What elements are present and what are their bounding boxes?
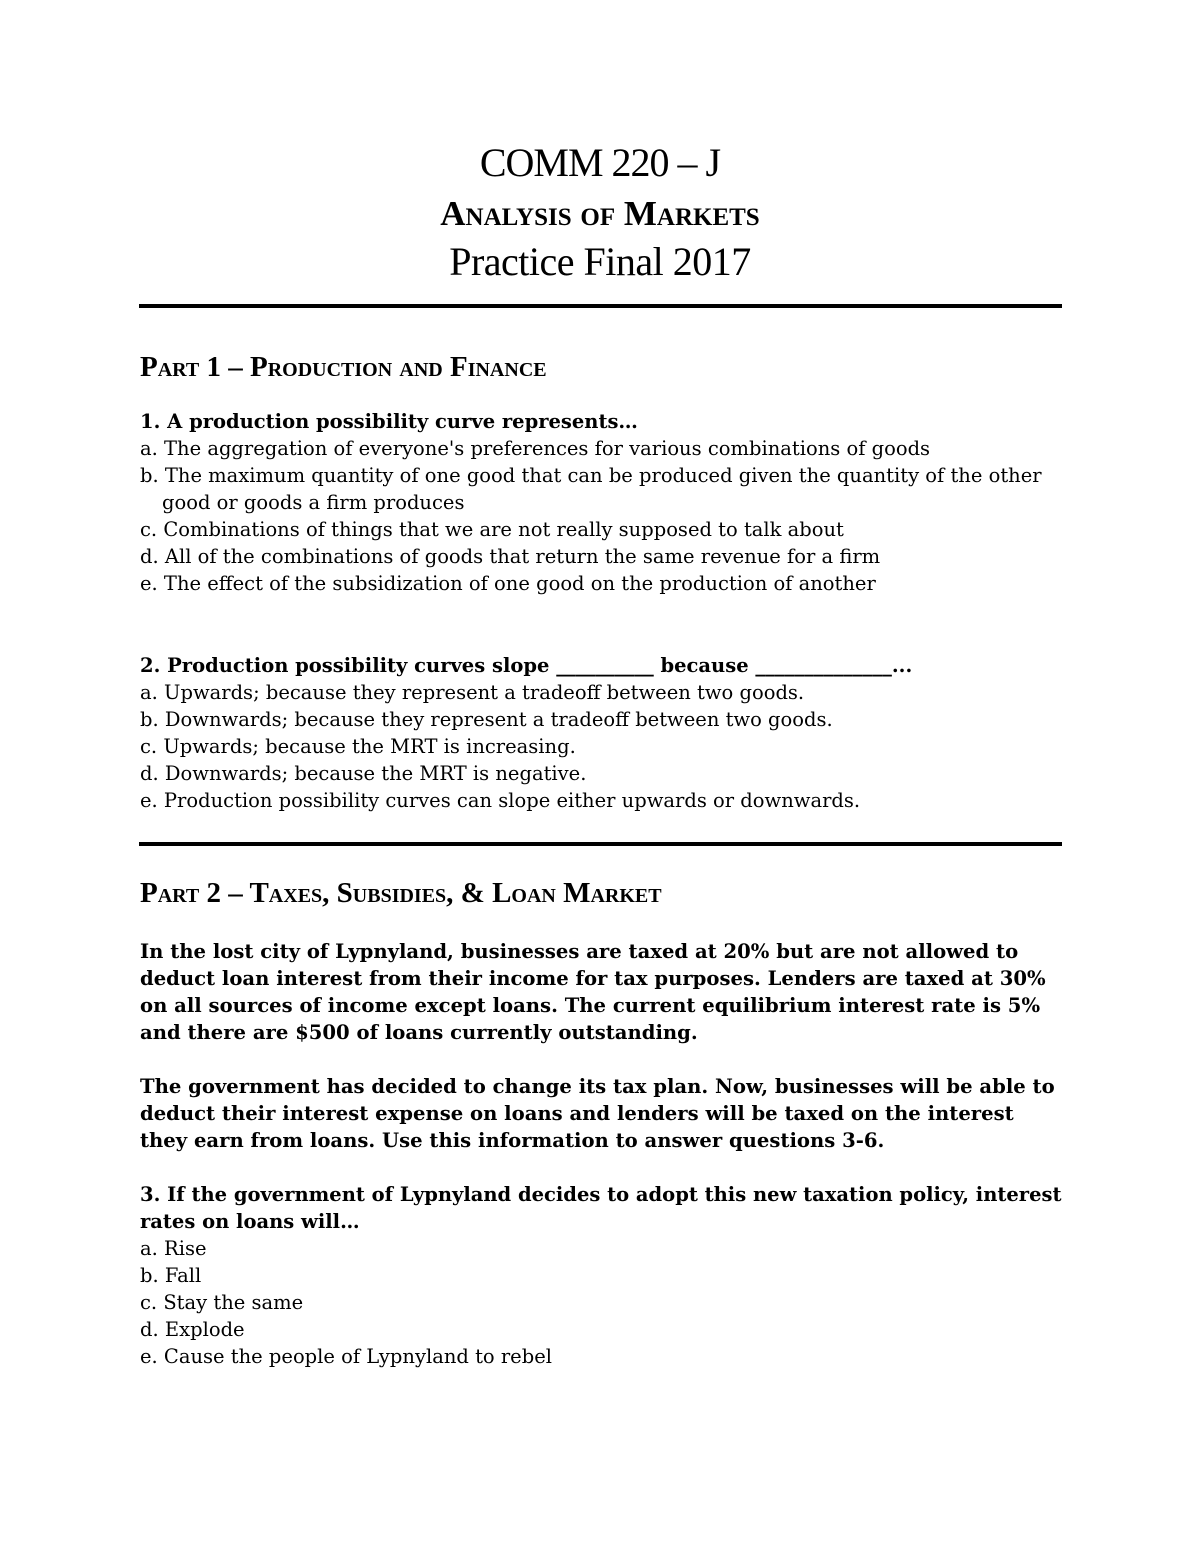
question-2-stem: 2. Production possibility curves slope __________ because ______________... <box>140 654 913 677</box>
question-2-option-a: a. Upwards; because they represent a tradeoff between two goods. <box>140 681 805 704</box>
question-1-option-d: d. All of the combinations of goods that return the same revenue for a firm <box>140 545 881 568</box>
question-1 <box>140 408 1065 597</box>
question-3-option-b: b. Fall <box>140 1264 202 1287</box>
question-2 <box>140 652 1065 814</box>
question-1-option-c: c. Combinations of things that we are not really supposed to talk about <box>140 518 844 541</box>
question-1-option-e: e. The effect of the subsidization of one good on the production of another <box>140 572 876 595</box>
question-3-option-d: d. Explode <box>140 1318 245 1341</box>
question-3-option-e: e. Cause the people of Lypnyland to rebel <box>140 1345 552 1368</box>
question-1-option-a: a. The aggregation of everyone's preferences for various combinations of goods <box>140 437 931 460</box>
exam-title: Practice Final 2017 <box>449 239 751 284</box>
question-3-option-a: a. Rise <box>140 1237 207 1260</box>
part2-heading: Part 2 – Taxes, Subsidies, & Loan Market <box>140 877 662 909</box>
part1-heading: Part 1 – Production and Finance <box>140 351 547 383</box>
section-divider <box>139 842 1062 846</box>
question-2-option-c: c. Upwards; because the MRT is increasing. <box>140 735 576 758</box>
question-2-option-e: e. Production possibility curves can slope either upwards or downwards. <box>140 789 861 812</box>
document-header <box>140 138 1060 287</box>
question-2-option-b: b. Downwards; because they represent a tradeoff between two goods. <box>140 708 833 731</box>
scenario-paragraph-2: The government has decided to change its tax plan. Now, businesses will be able to deduct their interest expense on loans and lenders will be taxed on the interest they earn from loans. Use this information to answer questions 3-6. <box>140 1075 1055 1152</box>
question-3-option-c: c. Stay the same <box>140 1291 304 1314</box>
question-2-option-d: d. Downwards; because the MRT is negative. <box>140 762 587 785</box>
section-divider <box>139 304 1062 308</box>
question-1-option-b: b. The maximum quantity of one good that can be produced given the quantity of the other good or goods a firm produces <box>140 464 1042 514</box>
question-1-stem: 1. A production possibility curve represents… <box>140 410 638 433</box>
question-3 <box>140 1181 1065 1370</box>
question-3-stem: 3. If the government of Lypnyland decides to adopt this new taxation policy, interest rates on loans will… <box>140 1183 1062 1233</box>
course-code: COMM 220 – J <box>479 140 721 185</box>
scenario-paragraph-1: In the lost city of Lypnyland, businesses are taxed at 20% but are not allowed to deduct loan interest from their income for tax purposes. Lenders are taxed at 30% on all sources of income except loans. The current equilibrium interest rate is 5% and there are $500 of loans currently outstanding. <box>140 940 1046 1044</box>
course-subject: Analysis of Markets <box>440 194 760 233</box>
